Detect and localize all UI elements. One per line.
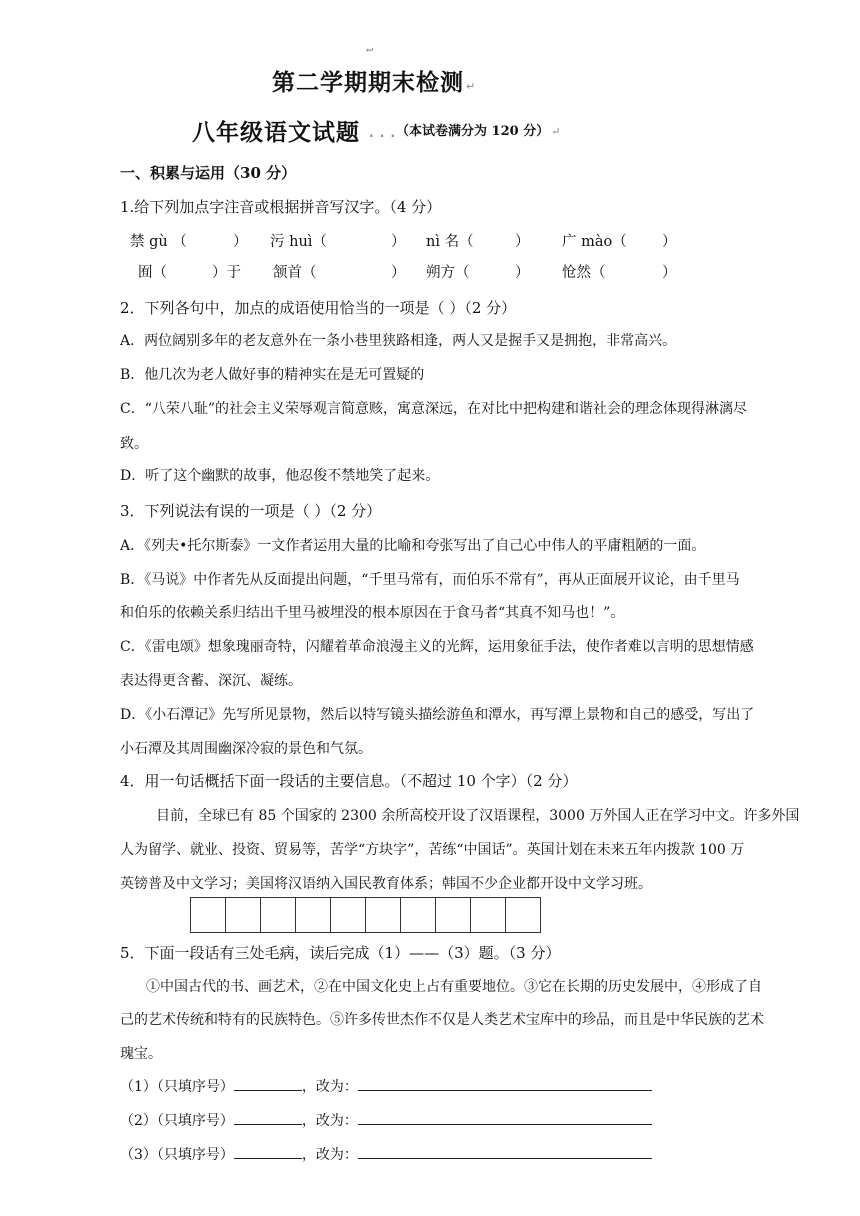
question-2-option-a: A．两位阔别多年的老友意外在一条小巷里狭路相逢，两人又是握手又是拥抱，非常高兴。 xyxy=(120,333,677,349)
answer-line-2: （2）（只填序号） ，改为： xyxy=(120,1110,652,1130)
question-2-option-c: C．“八荣八耻”的社会主义荣辱观言简意赅，寓意深远，在对比中把构建和谐社会的理念体现得淋漓尽 xyxy=(120,401,748,417)
pinyin-item: 怆然（ xyxy=(562,265,606,281)
question-1-prompt: 1.给下列加点字注音或根据拼音写汉字。（4 分） xyxy=(120,198,442,216)
exam-subtitle: 八年级语文试题 · · · xyxy=(192,120,397,146)
answer-box[interactable] xyxy=(260,897,296,933)
answer-box[interactable] xyxy=(190,897,226,933)
question-4-passage: 目前，全球已有 85 个国家的 2300 余所高校开设了汉语课程，3000 万外国人正在学习中文。许多外国 xyxy=(156,808,800,824)
pinyin-item: 朔方（ xyxy=(426,265,470,281)
answer-box[interactable] xyxy=(435,897,471,933)
answer-line-1: （1）（只填序号） ，改为： xyxy=(120,1076,652,1096)
answer-blank-number[interactable] xyxy=(234,1076,302,1091)
header-mark: ↩ xyxy=(366,46,374,56)
answer-box-grid[interactable] xyxy=(191,897,541,933)
question-4-prompt: 4．用一句话概括下面一段话的主要信息。（不超过 10 个字）（2 分） xyxy=(120,772,578,790)
question-4-passage-cont: 人为留学、就业、投资、贸易等，苦学“方块字”，苦练“中国话”。英国计划在未来五年内拨款 100 万 xyxy=(120,842,745,858)
answer-blank-correction[interactable] xyxy=(358,1144,652,1159)
answer-box[interactable] xyxy=(505,897,541,933)
answer-box[interactable] xyxy=(400,897,436,933)
question-3-option-d-cont: 小石潭及其周围幽深冷寂的景色和气氛。 xyxy=(120,741,372,757)
question-4-passage-cont: 英镑普及中文学习；美国将汉语纳入国民教育体系；韩国不少企业都开设中文学习班。 xyxy=(120,876,652,892)
pinyin-close: ） xyxy=(515,234,530,250)
pinyin-item: 颔首（ xyxy=(273,265,317,281)
pinyin-close: ） xyxy=(233,234,248,250)
pinyin-close: ） xyxy=(391,265,406,281)
answer-box[interactable] xyxy=(470,897,506,933)
question-5-prompt: 5．下面一段话有三处毛病，读后完成（1）——（3）题。（3 分） xyxy=(120,944,561,962)
question-2-option-b: B．他几次为老人做好事的精神实在是无可置疑的 xyxy=(120,367,425,383)
answer-blank-correction[interactable] xyxy=(358,1110,652,1125)
question-3-option-b-cont: 和伯乐的依赖关系归结出千里马被埋没的根本原因在于食马者“其真不知马也！”。 xyxy=(120,605,625,621)
pinyin-close: ） xyxy=(662,234,677,250)
pinyin-close: ） xyxy=(391,234,406,250)
exam-title: 第二学期期末检测 ↵ xyxy=(272,70,477,96)
pinyin-item: 广 mào（ xyxy=(562,234,627,250)
score-note: （本试卷满分为 120 分） ↵ xyxy=(396,124,561,139)
answer-box[interactable] xyxy=(365,897,401,933)
pinyin-item: 囿（ xyxy=(138,265,167,281)
pinyin-close: ） xyxy=(662,265,677,281)
answer-box[interactable] xyxy=(225,897,261,933)
question-3-option-a: A．《列夫•托尔斯泰》一文作者运用大量的比喻和夸张写出了自己心中伟人的平庸粗陋的一面。 xyxy=(120,538,706,554)
answer-box[interactable] xyxy=(295,897,331,933)
answer-line-3: （3）（只填序号） ，改为： xyxy=(120,1144,652,1164)
section-heading: 一、积累与运用（30 分） xyxy=(120,164,297,182)
question-3-option-c-cont: 表达得更含蓄、深沉、凝练。 xyxy=(120,673,302,689)
pinyin-close: ） xyxy=(515,265,530,281)
answer-blank-number[interactable] xyxy=(234,1110,302,1125)
pinyin-item: 禁 gù （ xyxy=(130,234,187,250)
answer-blank-number[interactable] xyxy=(234,1144,302,1159)
pinyin-item: nì 名（ xyxy=(426,234,474,250)
question-2-prompt: 2．下列各句中，加点的成语使用恰当的一项是（ ）（2 分） xyxy=(120,299,517,317)
answer-blank-correction[interactable] xyxy=(358,1076,652,1091)
question-3-option-c: C．《雷电颂》想象瑰丽奇特，闪耀着革命浪漫主义的光辉，运用象征手法，使作者难以言明的思想情感 xyxy=(120,639,754,655)
question-3-option-b: B．《马说》中作者先从反面提出问题，“千里马常有，而伯乐不常有”，再从正面展开议论，由千里马 xyxy=(120,572,740,588)
answer-box[interactable] xyxy=(330,897,366,933)
question-5-passage: ①中国古代的书、画艺术，②在中国文化史上占有重要地位。③它在长期的历史发展中，④形成了自 xyxy=(146,979,762,995)
question-2-option-d: D．听了这个幽默的故事，他忍俊不禁地笑了起来。 xyxy=(120,468,440,484)
question-5-passage-cont: 瑰宝。 xyxy=(120,1046,162,1062)
question-3-prompt: 3．下列说法有误的一项是（ ）（2 分） xyxy=(120,502,382,520)
pinyin-close: ）于 xyxy=(212,265,241,281)
question-3-option-d: D．《小石潭记》先写所见景物，然后以特写镜头描绘游鱼和潭水，再写潭上景物和自己的感受，写出了 xyxy=(120,707,755,723)
question-5-passage-cont: 己的艺术传统和特有的民族特色。⑤许多传世杰作不仅是人类艺术宝库中的珍品，而且是中华民族的艺术 xyxy=(120,1012,764,1028)
pinyin-item: 污 huì（ xyxy=(270,234,327,250)
question-2-option-c-cont: 致。 xyxy=(120,436,148,452)
